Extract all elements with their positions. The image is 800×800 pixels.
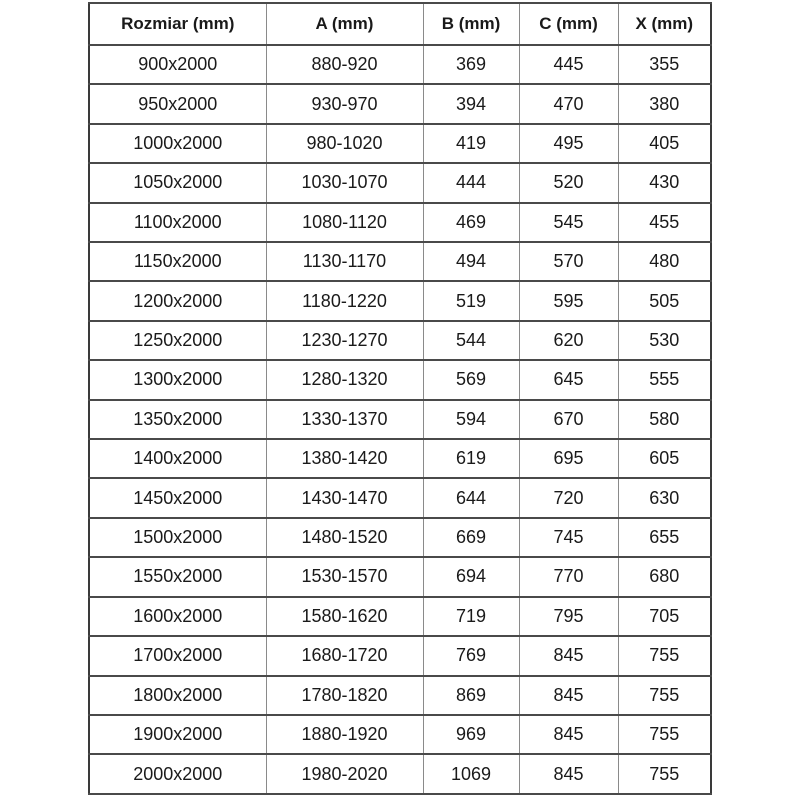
table-row: [89, 163, 711, 202]
cell-rozmiar: 1300x2000: [89, 360, 266, 399]
cell-b: 769: [423, 636, 519, 675]
cell-b: 469: [423, 203, 519, 242]
cell-rozmiar: 1250x2000: [89, 321, 266, 360]
cell-a: 1330-1370: [266, 400, 423, 439]
cell-c: 670: [519, 400, 618, 439]
cell-b: 419: [423, 124, 519, 163]
cell-c: 845: [519, 636, 618, 675]
cell-a: 1230-1270: [266, 321, 423, 360]
table-row: [89, 203, 711, 242]
cell-rozmiar: 1150x2000: [89, 242, 266, 281]
cell-rozmiar: 1200x2000: [89, 281, 266, 320]
column-header-rozmiar: Rozmiar (mm): [89, 3, 266, 45]
column-header-c: C (mm): [519, 3, 618, 45]
cell-a: 1130-1170: [266, 242, 423, 281]
cell-c: 570: [519, 242, 618, 281]
cell-b: 594: [423, 400, 519, 439]
cell-rozmiar: 1600x2000: [89, 597, 266, 636]
cell-x: 755: [618, 754, 711, 794]
cell-x: 455: [618, 203, 711, 242]
cell-rozmiar: 1500x2000: [89, 518, 266, 557]
table-row: [89, 124, 711, 163]
cell-x: 755: [618, 636, 711, 675]
cell-rozmiar: 1800x2000: [89, 676, 266, 715]
cell-c: 495: [519, 124, 618, 163]
table-row: [89, 597, 711, 636]
cell-a: 1380-1420: [266, 439, 423, 478]
cell-x: 705: [618, 597, 711, 636]
cell-a: 1880-1920: [266, 715, 423, 754]
cell-a: 1780-1820: [266, 676, 423, 715]
cell-c: 770: [519, 557, 618, 596]
size-table: [88, 2, 712, 795]
cell-c: 795: [519, 597, 618, 636]
cell-a: 880-920: [266, 45, 423, 84]
cell-x: 505: [618, 281, 711, 320]
cell-rozmiar: 1550x2000: [89, 557, 266, 596]
cell-x: 755: [618, 676, 711, 715]
cell-a: 980-1020: [266, 124, 423, 163]
cell-x: 430: [618, 163, 711, 202]
cell-b: 719: [423, 597, 519, 636]
cell-b: 694: [423, 557, 519, 596]
cell-c: 845: [519, 715, 618, 754]
table-row: [89, 715, 711, 754]
cell-x: 355: [618, 45, 711, 84]
cell-rozmiar: 950x2000: [89, 84, 266, 123]
cell-rozmiar: 1400x2000: [89, 439, 266, 478]
cell-x: 630: [618, 478, 711, 517]
column-header-a: A (mm): [266, 3, 423, 45]
cell-rozmiar: 1050x2000: [89, 163, 266, 202]
header-row: [89, 3, 711, 45]
cell-b: 394: [423, 84, 519, 123]
cell-a: 1030-1070: [266, 163, 423, 202]
table-row: [89, 242, 711, 281]
table-row: [89, 676, 711, 715]
cell-a: 1180-1220: [266, 281, 423, 320]
cell-b: 494: [423, 242, 519, 281]
cell-b: 369: [423, 45, 519, 84]
cell-x: 655: [618, 518, 711, 557]
cell-b: 969: [423, 715, 519, 754]
cell-c: 545: [519, 203, 618, 242]
table-row: [89, 400, 711, 439]
cell-a: 1430-1470: [266, 478, 423, 517]
cell-x: 405: [618, 124, 711, 163]
cell-a: 1580-1620: [266, 597, 423, 636]
cell-b: 644: [423, 478, 519, 517]
table-row: [89, 281, 711, 320]
cell-b: 519: [423, 281, 519, 320]
table-row: [89, 478, 711, 517]
cell-rozmiar: 1700x2000: [89, 636, 266, 675]
cell-c: 520: [519, 163, 618, 202]
table-row: [89, 754, 711, 794]
cell-a: 1080-1120: [266, 203, 423, 242]
cell-rozmiar: 1350x2000: [89, 400, 266, 439]
cell-rozmiar: 1450x2000: [89, 478, 266, 517]
table-row: [89, 518, 711, 557]
cell-c: 845: [519, 754, 618, 794]
cell-a: 1980-2020: [266, 754, 423, 794]
cell-x: 680: [618, 557, 711, 596]
cell-c: 620: [519, 321, 618, 360]
cell-x: 605: [618, 439, 711, 478]
cell-c: 445: [519, 45, 618, 84]
table-row: [89, 636, 711, 675]
cell-b: 619: [423, 439, 519, 478]
table-row: [89, 439, 711, 478]
cell-a: 1480-1520: [266, 518, 423, 557]
cell-rozmiar: 1100x2000: [89, 203, 266, 242]
cell-c: 720: [519, 478, 618, 517]
cell-x: 555: [618, 360, 711, 399]
cell-a: 930-970: [266, 84, 423, 123]
size-table-container: [88, 2, 710, 795]
table-row: [89, 360, 711, 399]
cell-rozmiar: 2000x2000: [89, 754, 266, 794]
cell-x: 380: [618, 84, 711, 123]
cell-c: 845: [519, 676, 618, 715]
cell-x: 530: [618, 321, 711, 360]
cell-b: 444: [423, 163, 519, 202]
table-row: [89, 84, 711, 123]
cell-a: 1680-1720: [266, 636, 423, 675]
column-header-b: B (mm): [423, 3, 519, 45]
column-header-x: X (mm): [618, 3, 711, 45]
cell-rozmiar: 900x2000: [89, 45, 266, 84]
cell-c: 470: [519, 84, 618, 123]
cell-c: 695: [519, 439, 618, 478]
cell-a: 1280-1320: [266, 360, 423, 399]
cell-b: 1069: [423, 754, 519, 794]
cell-b: 544: [423, 321, 519, 360]
cell-x: 755: [618, 715, 711, 754]
cell-x: 480: [618, 242, 711, 281]
cell-c: 745: [519, 518, 618, 557]
cell-rozmiar: 1000x2000: [89, 124, 266, 163]
cell-b: 569: [423, 360, 519, 399]
table-row: [89, 45, 711, 84]
cell-c: 645: [519, 360, 618, 399]
cell-b: 669: [423, 518, 519, 557]
cell-b: 869: [423, 676, 519, 715]
table-row: [89, 557, 711, 596]
cell-c: 595: [519, 281, 618, 320]
cell-a: 1530-1570: [266, 557, 423, 596]
table-row: [89, 321, 711, 360]
cell-x: 580: [618, 400, 711, 439]
cell-rozmiar: 1900x2000: [89, 715, 266, 754]
